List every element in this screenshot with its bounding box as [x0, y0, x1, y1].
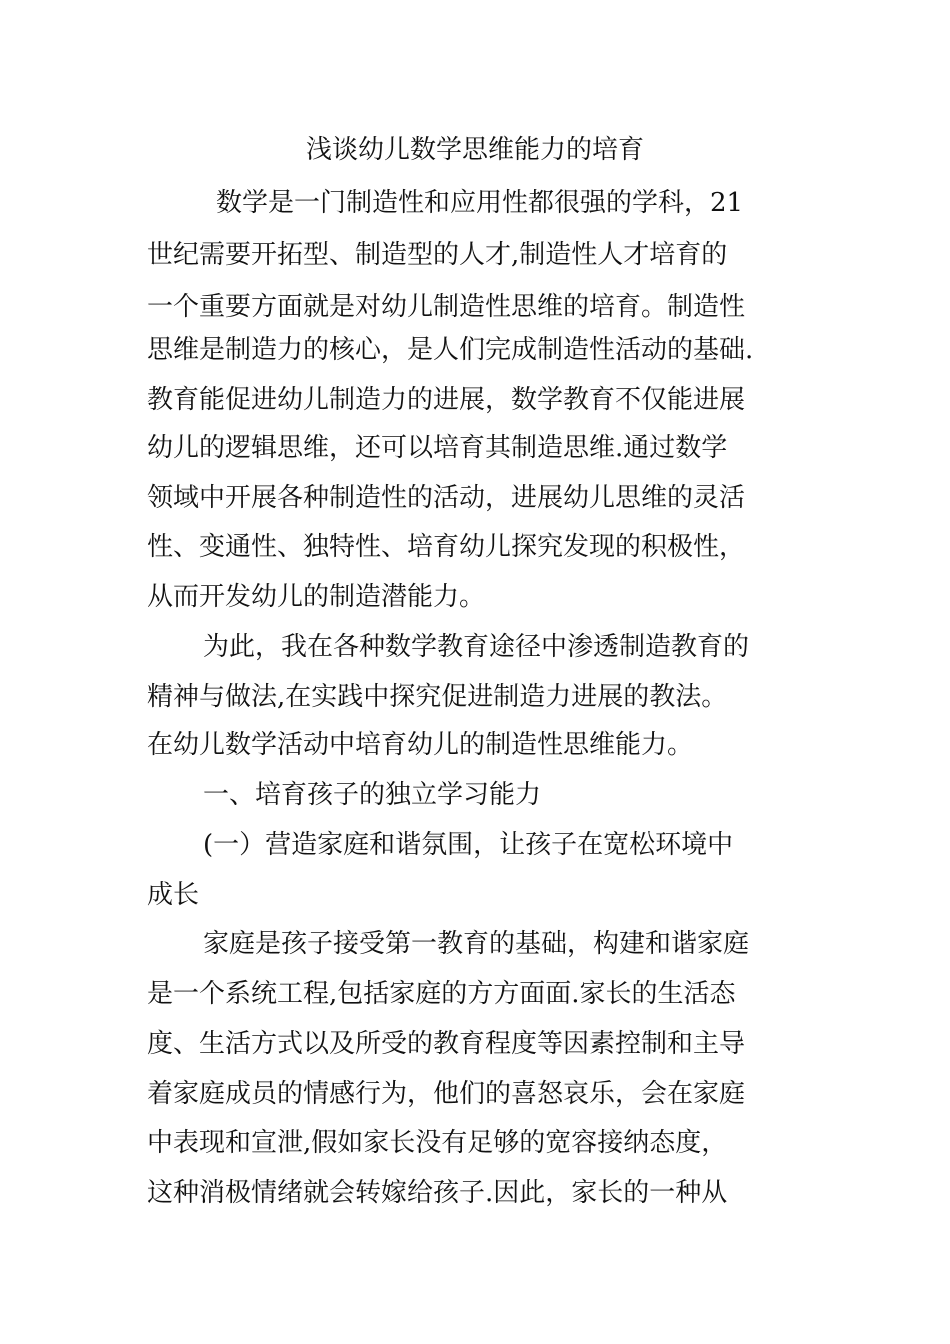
- paragraph-line: 着家庭成员的情感行为，他们的喜怒哀乐，会在家庭: [147, 1079, 746, 1109]
- paragraph-line: 世纪需要开拓型、制造型的人才,制造性人才培育的: [147, 240, 728, 270]
- paragraph-line: 这种消极情绪就会转嫁给孩子.因此，家长的一种从: [147, 1178, 728, 1208]
- paragraph-line: 思维是制造力的核心，是人们完成制造性活动的基础.: [147, 335, 754, 365]
- paragraph-line: 在幼儿数学活动中培育幼儿的制造性思维能力。: [147, 730, 694, 760]
- paragraph-line: 是一个系统工程,包括家庭的方方面面.家长的生活态: [147, 979, 736, 1009]
- paragraph-line: 数学是一门制造性和应用性都很强的学科，21: [216, 188, 744, 218]
- paragraph-line: 家庭是孩子接受第一教育的基础，构建和谐家庭: [203, 929, 750, 959]
- document-title: 浅谈幼儿数学思维能力的培育: [305, 135, 644, 165]
- subsection-heading: (一）营造家庭和谐氛围，让孩子在宽松环境中: [203, 830, 734, 860]
- paragraph-line: 性、变通性、独特性、培育幼儿探究发现的积极性，: [147, 532, 746, 562]
- paragraph-line: 领域中开展各种制造性的活动，进展幼儿思维的灵活: [147, 483, 746, 513]
- paragraph-line: 度、生活方式以及所受的教育程度等因素控制和主导: [147, 1029, 746, 1059]
- subsection-heading-continued: 成长: [147, 880, 200, 910]
- paragraph-line: 中表现和宣泄,假如家长没有足够的宽容接纳态度，: [147, 1128, 728, 1158]
- paragraph-line: 从而开发幼儿的制造潜能力。: [147, 582, 486, 612]
- paragraph-line: 精神与做法,在实践中探究促进制造力进展的教法。: [147, 682, 728, 712]
- paragraph-line: 一个重要方面就是对幼儿制造性思维的培育。制造性: [147, 292, 746, 322]
- paragraph-line: 教育能促进幼儿制造力的进展，数学教育不仅能进展: [147, 385, 746, 415]
- paragraph-line: 幼儿的逻辑思维，还可以培育其制造思维.通过数学: [147, 433, 728, 463]
- section-heading: 一、培育孩子的独立学习能力: [203, 780, 542, 810]
- paragraph-line: 为此，我在各种数学教育途径中渗透制造教育的: [203, 632, 750, 662]
